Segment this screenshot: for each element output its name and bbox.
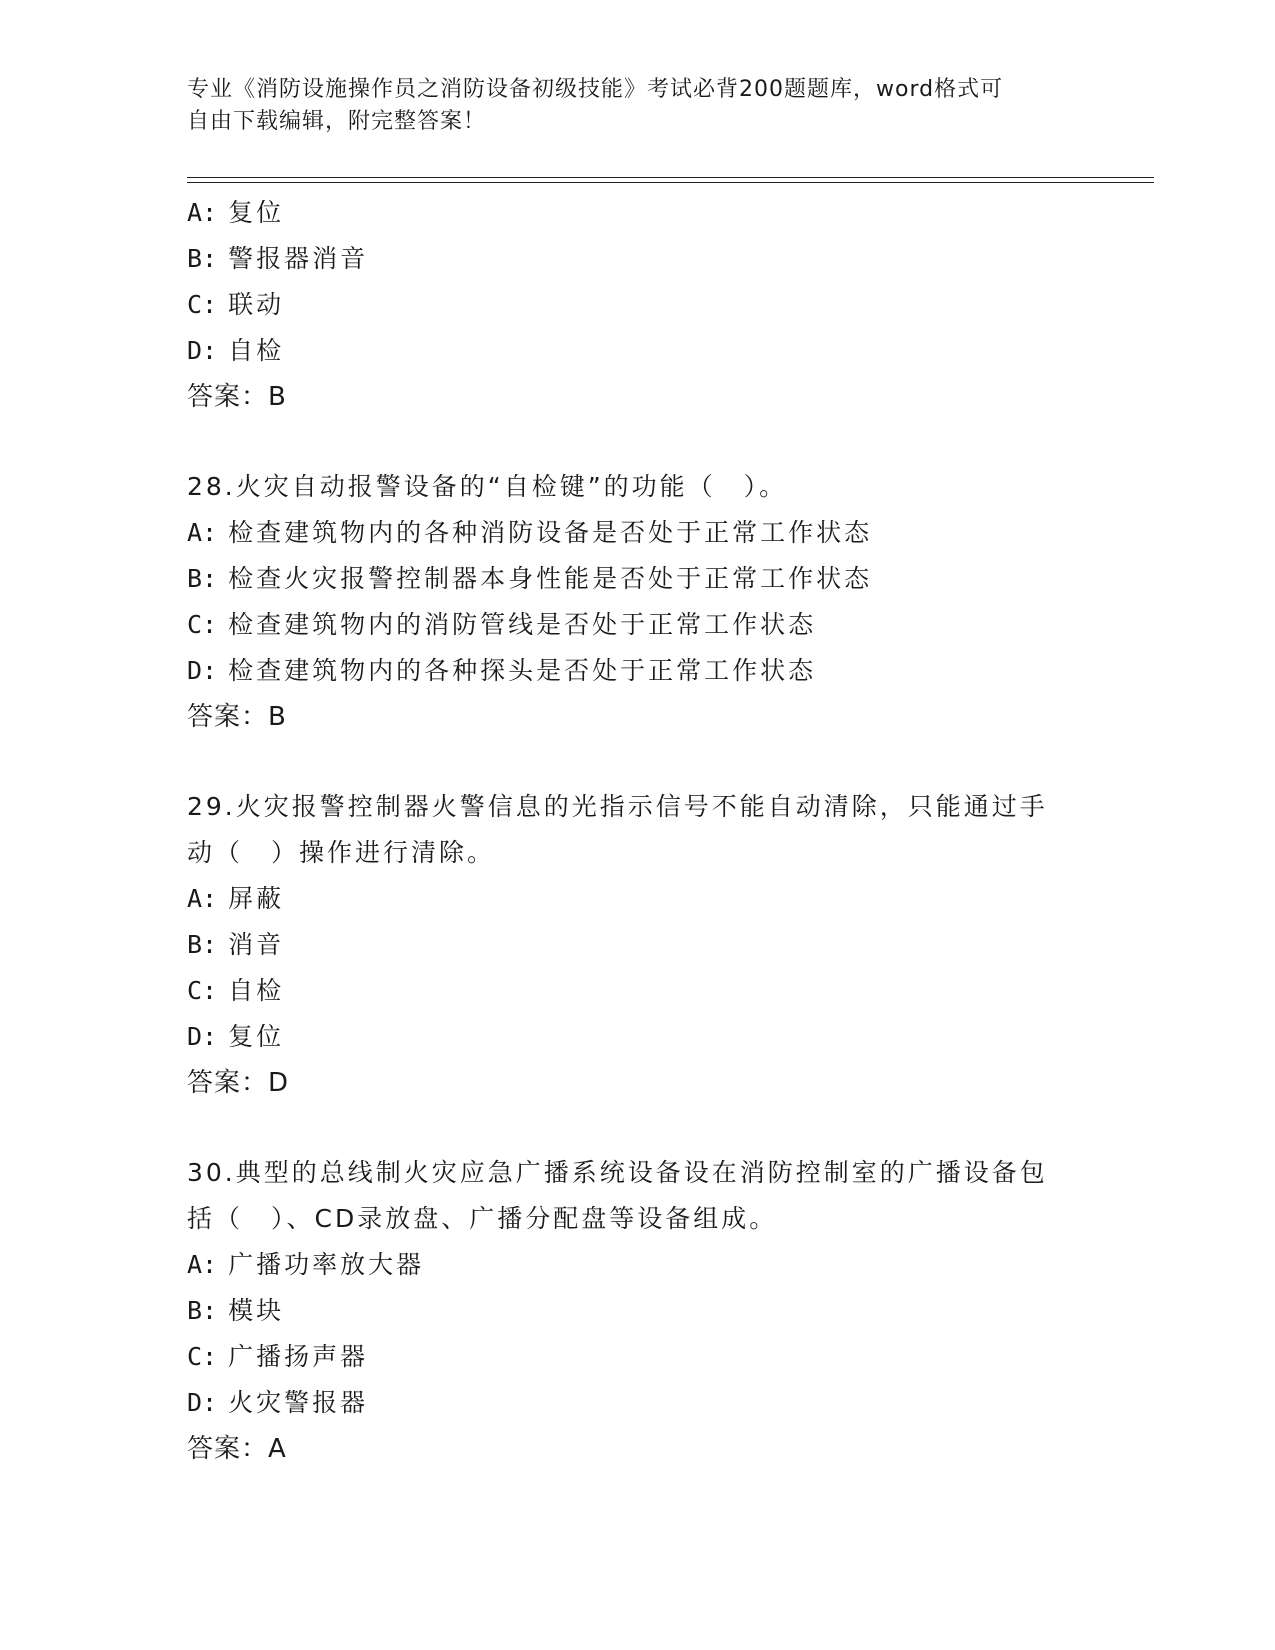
header-rule-top [187, 177, 1154, 178]
question-text: 30.典型的总线制火灾应急广播系统设备设在消防控制室的广播设备包 [187, 1158, 1048, 1187]
option-letter: C: [187, 1342, 218, 1371]
option-text: 屏蔽 [228, 884, 285, 913]
option-text: 检查建筑物内的各种消防设备是否处于正常工作状态 [228, 518, 873, 547]
option-b [187, 922, 1087, 968]
option-text: 自检 [228, 336, 285, 365]
question-27-continued [187, 190, 1087, 420]
option-text: 广播扬声器 [228, 1342, 369, 1371]
question-text-continued: 动（ ）操作进行清除。 [187, 838, 496, 867]
option-letter: C: [187, 976, 218, 1005]
header-line-1: 专业《消防设施操作员之消防设备初级技能》考试必背200题题库，word格式可 [187, 77, 1004, 102]
header-rule-bottom [187, 182, 1154, 183]
question-29 [187, 784, 1087, 1106]
answer-line: 答案：A [187, 1434, 287, 1464]
question-text-continued: 括（ ）、CD录放盘、广播分配盘等设备组成。 [187, 1204, 778, 1233]
option-c [187, 1334, 1087, 1380]
question-28 [187, 464, 1087, 740]
option-text: 自检 [228, 976, 285, 1005]
option-letter: A: [187, 198, 218, 227]
option-text: 检查火灾报警控制器本身性能是否处于正常工作状态 [228, 564, 873, 593]
option-c [187, 602, 1087, 648]
option-text: 消音 [228, 930, 285, 959]
question-30 [187, 1150, 1087, 1472]
question-text: 29.火灾报警控制器火警信息的光指示信号不能自动清除，只能通过手 [187, 792, 1048, 821]
header-line-2: 自由下载编辑，附完整答案！ [187, 109, 487, 134]
option-letter: A: [187, 1250, 218, 1279]
option-text: 广播功率放大器 [228, 1250, 425, 1279]
option-letter: D: [187, 336, 218, 365]
answer-line: 答案：D [187, 1068, 290, 1098]
option-letter: B: [187, 244, 218, 273]
option-d [187, 1014, 1087, 1060]
option-b [187, 236, 1087, 282]
option-a [187, 876, 1087, 922]
option-letter: D: [187, 656, 218, 685]
option-b [187, 556, 1087, 602]
option-text: 复位 [228, 198, 285, 227]
answer-line: 答案：B [187, 382, 287, 412]
option-text: 火灾警报器 [228, 1388, 369, 1417]
option-c [187, 968, 1087, 1014]
option-text: 警报器消音 [228, 244, 369, 273]
option-a [187, 510, 1087, 556]
option-text: 复位 [228, 1022, 285, 1051]
option-letter: A: [187, 518, 218, 547]
option-letter: D: [187, 1022, 218, 1051]
option-text: 检查建筑物内的各种探头是否处于正常工作状态 [228, 656, 817, 685]
option-d [187, 1380, 1087, 1426]
question-text: 28.火灾自动报警设备的“自检键”的功能（ ）。 [187, 472, 788, 501]
option-letter: C: [187, 290, 218, 319]
option-letter: B: [187, 930, 218, 959]
option-d [187, 328, 1087, 374]
option-letter: C: [187, 610, 218, 639]
answer-line: 答案：B [187, 702, 287, 732]
question-list [187, 190, 1087, 1472]
option-a [187, 190, 1087, 236]
option-b [187, 1288, 1087, 1334]
option-a [187, 1242, 1087, 1288]
option-text: 检查建筑物内的消防管线是否处于正常工作状态 [228, 610, 817, 639]
option-letter: A: [187, 884, 218, 913]
option-letter: D: [187, 1388, 218, 1417]
option-letter: B: [187, 1296, 218, 1325]
option-d [187, 648, 1087, 694]
option-text: 模块 [228, 1296, 285, 1325]
option-c [187, 282, 1087, 328]
option-text: 联动 [228, 290, 285, 319]
document-header [187, 74, 1087, 138]
option-letter: B: [187, 564, 218, 593]
